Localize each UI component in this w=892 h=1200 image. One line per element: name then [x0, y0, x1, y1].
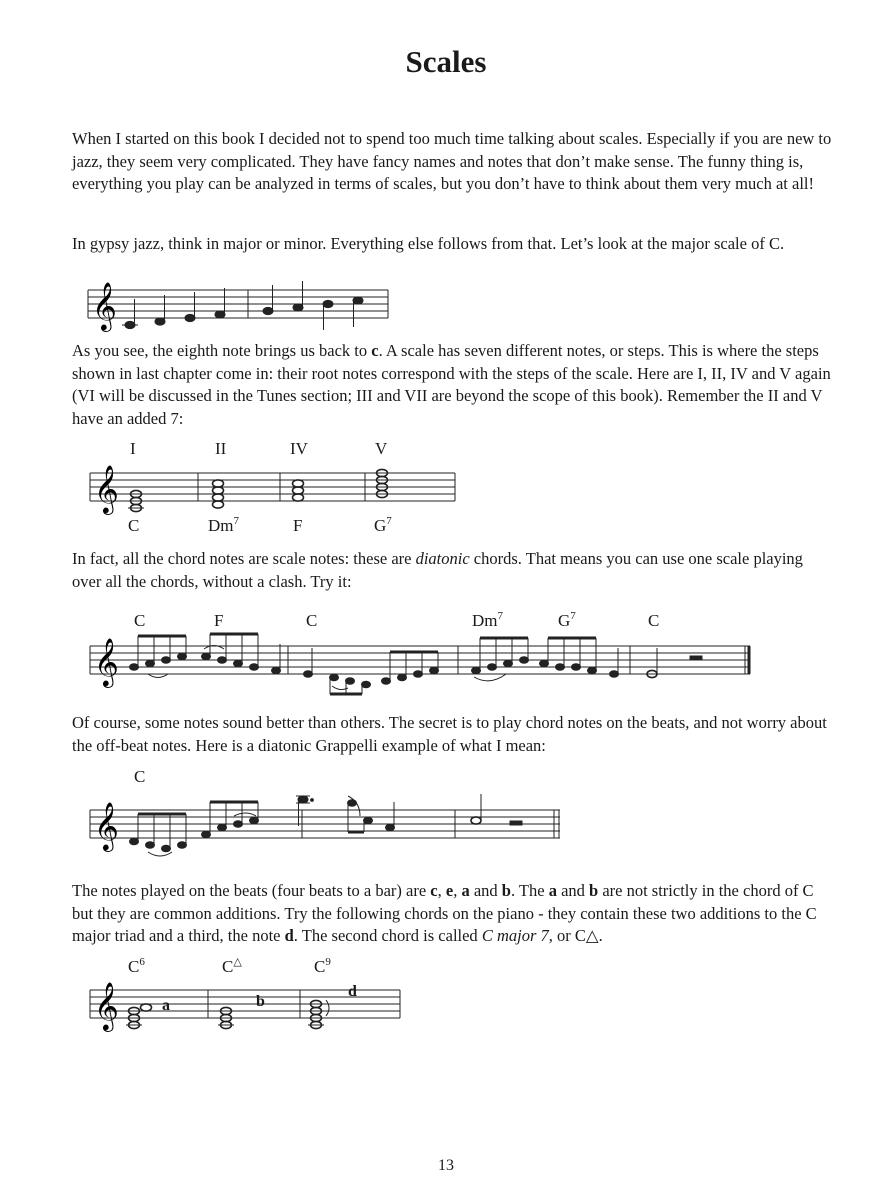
steps-text-b: . A scale has seven different notes, or steps. This is where the steps shown in last chapter come in: their root notes correspond with the steps of the scale. Here are I, II, IV and V again (VI will be discussed in the Tunes section; III and VII are beyond the scope of this book). Remember the II and V have an added 7:: [72, 341, 831, 428]
melody-notes: [130, 794, 523, 852]
beats-text: . The: [510, 881, 549, 900]
cmaj7-term: C major 7: [481, 926, 549, 945]
note-a: a: [548, 881, 557, 900]
note-c: c: [430, 881, 438, 900]
chord-symbol: [558, 610, 576, 630]
chord-noteheads: [131, 469, 388, 511]
chord-symbol: [128, 516, 139, 535]
chord-sup: △: [233, 956, 242, 968]
chord-name: C: [314, 957, 326, 976]
chord-symbol: [214, 611, 223, 630]
extended-chords-staff: [90, 956, 410, 1046]
added-note-label: d: [348, 983, 357, 1000]
treble-clef-icon: 𝄞: [94, 640, 119, 686]
degree-label: V: [375, 439, 388, 458]
chord-symbol: [374, 515, 392, 535]
chord-sup: 6: [139, 956, 145, 968]
chord-symbol: [128, 956, 145, 976]
beats-text: . The second chord is called: [293, 926, 482, 945]
chord-sup: 7: [497, 610, 503, 622]
chord-name: F: [293, 516, 303, 535]
treble-clef-icon: 𝄞: [94, 984, 119, 1030]
added-note-label: b: [256, 993, 265, 1010]
chord-notes-paragraph: Of course, some notes sound better than others. The secret is to play chord notes on the beats, and not worry about the off-beat notes. Here is a diatonic Grappelli example of what I mean:: [72, 713, 827, 755]
chord-symbol: [314, 956, 331, 976]
chord-symbol: [208, 515, 240, 535]
chord-name: C: [128, 516, 140, 535]
chord-symbol: [648, 611, 659, 630]
chord-name: C: [134, 611, 146, 630]
chord-symbol: [293, 516, 302, 535]
grappelli-example-staff: [90, 766, 570, 866]
treble-clef-icon: 𝄞: [92, 284, 117, 330]
major-minor-paragraph: In gypsy jazz, think in major or minor. Everything else follows from that. Let’s look at the major scale of C.: [72, 234, 785, 253]
c-major-scale-staff: [88, 270, 398, 350]
beats-text: The notes played on the beats (four beats to a bar) are: [72, 881, 431, 900]
treble-clef-icon: 𝄞: [94, 467, 119, 513]
degree-label: I: [130, 439, 136, 458]
steps-paragraph: [72, 340, 832, 430]
chord-symbol: [134, 611, 145, 630]
note-b: b: [501, 881, 511, 900]
treble-clef-icon: 𝄞: [94, 804, 119, 850]
chord-symbol: [222, 956, 242, 976]
added-note-label: a: [162, 997, 170, 1014]
beats-text: and: [469, 881, 502, 900]
page-title: Scales: [405, 44, 487, 79]
chord-name: G: [558, 611, 571, 630]
beats-text: ,: [437, 881, 446, 900]
chord-sup: 7: [233, 515, 239, 527]
note-c: c: [371, 341, 379, 360]
chord-name: C: [306, 611, 318, 630]
chord-sup: 7: [386, 515, 392, 527]
beats-paragraph: [72, 880, 832, 948]
melody-notes: [130, 634, 703, 694]
note-e: e: [445, 881, 454, 900]
chord-name: C: [648, 611, 660, 630]
beats-text: ,: [453, 881, 462, 900]
note-d: d: [284, 926, 294, 945]
chord-symbol: [472, 610, 504, 630]
note-a: a: [461, 881, 470, 900]
chord-sup: 7: [570, 610, 576, 622]
intro-paragraph: When I started on this book I decided not to spend too much time talking about scales. Especially if you are new to jazz, they seem very complicated. They have fancy names and notes that don’t make sense. The funny thing is, everything you play can be analyzed in terms of scales, but you don’t have to think about them very much at all!: [72, 129, 832, 193]
beats-text: are not strictly in the chord of C but they are common additions. Try the following chords on the piano - they contain these two additions to the C major triad and a third, the note: [72, 881, 817, 945]
scale-notes: [125, 281, 363, 330]
note-b: b: [589, 881, 599, 900]
scale-over-chords-staff: [90, 608, 760, 698]
diatonic-term: diatonic: [415, 549, 470, 568]
degree-label: II: [215, 439, 227, 458]
chord-name: Dm: [208, 516, 234, 535]
chord-degrees-staff: [90, 436, 470, 536]
beats-text: and: [556, 881, 590, 900]
steps-text-a: As you see, the eighth note brings us back to: [72, 341, 372, 360]
chord-symbol: [306, 611, 317, 630]
diatonic-text-a: In fact, all the chord notes are scale notes: these are: [72, 549, 416, 568]
diatonic-text-b: chords. That means you can use one scale playing over all the chords, without a clash. Try it:: [72, 549, 803, 591]
page-number: 13: [438, 1157, 454, 1174]
chord-name: C: [128, 957, 140, 976]
beats-text: , or C△.: [548, 926, 603, 945]
chord-sup: 9: [325, 956, 331, 968]
slurs: [148, 646, 506, 690]
chord-name: C: [222, 957, 234, 976]
chord-name: Dm: [472, 611, 498, 630]
chord-name: F: [214, 611, 224, 630]
degree-label: IV: [290, 439, 308, 458]
chord-name: G: [374, 516, 387, 535]
diatonic-paragraph: [72, 548, 832, 593]
chord-name: C: [134, 767, 146, 786]
